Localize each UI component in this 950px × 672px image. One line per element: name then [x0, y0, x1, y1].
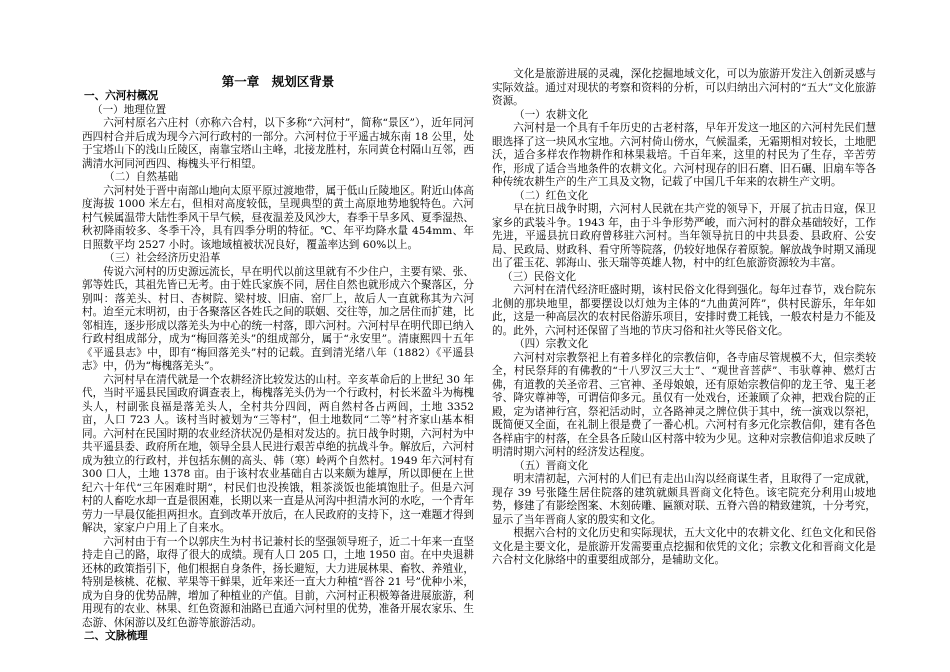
paragraph-farm: 六河村是一个具有千年历史的古老村落，早年开发这一地区的六河村先民们慧眼选择了这一块风水宝地。六河村倚山傍水，气候温柔，无霜期相对较长，土地肥沃，适合多样农作物耕作和林果栽培。千百年来，这里的村民为了生存，辛苦劳作，形成了适合当地条件的农耕文化。六河村现存的旧石磨、旧石碾、旧扇车等各种传统农耕生产的生产工具及文物，记载了中国几千年来的农耕生产文明。: [492, 122, 876, 188]
left-column: [82, 72, 474, 644]
paragraph-location: 六河村原名六庄村（亦称六合村，以下多称“六河村”，简称“景区”），近年同河西四村合并后成为现今六河行政村的一部分。六河村位于平遥古城东南 18 公里，处于宝塔山下的浅山丘陵区，南靠宝塔山主峰，北接龙胜村，东同黄仓村隔山互邻，西满清水河同河西四、梅槐头平行相望。: [82, 117, 474, 170]
chapter-title: 第一章 规划区背景: [221, 74, 335, 89]
subsection-heading-farm: （一）农耕文化: [514, 108, 589, 121]
subsection-heading-folk: （三）民俗文化: [502, 270, 577, 283]
paragraph-red: 早在抗日战争时期，六河村人民就在共产党的领导下，开展了抗击日寇，保卫家乡的武装斗争。1943 年，由于斗争形势严峻，而六河村的群众基础较好，工作先进，平遥县抗日政府曾移驻六河村。当年领导抗日的中共县委、县政府、公安局、民政局、财政科、看守所等院落，仍较好地保存着原貌。解放战争时期又涌现出了霍玉花、郭海山、张天瑞等英雄人物，村中的红色旅游资源较为丰富。: [492, 203, 876, 269]
paragraph-summary: 根据六合村的文化历史和实际现状，五大文化中的农耕文化、红色文化和民俗文化是主要文化，是旅游开发需要重点挖掘和依凭的文化；宗教文化和晋商文化是六合村文化脉络中的重要组成部分，是辅助文化。: [492, 527, 876, 566]
paragraph-history-2: 六河村早在清代就是一个农耕经济比较发达的山村。辛亥革命后的上世纪 30 年代，当时平遥县民国政府调查表上，梅槐落羌头仍为一个行政村，村长米盈斗为梅槐头人，村副张良福是落羌头人，全村共分四闾，两自然村各占两闾，土地 3352 亩，人口 723 人。该村当时被划为“三等村”，但土地数同“二等”村齐家山基本相同。六河村在民国时期的农业经济状况仍是相对发达的。抗日战争时期，六河村为中共平遥县委、政府所在地，领导全县人民进行艰苦卓绝的抗战斗争。解放后，六河村成为独立的行政村，并包括东侧的高头、韩（寒）岭两个自然村。1949 年六河村有 300 口人，土地 1378 亩。由于该村农业基础自古以来颇为雄厚，所以即便在上世纪六十年代“三年困难时期”，村民们也没挨饿，粗茶淡饭也能填饱肚子。但是六河村的人畜吃水却一直是很困难，长期以来一直是从河沟中担清水河的水吃，一个青年劳力一早晨仅能担两担水。直到改革开放后，在人民政府的支持下，这一难题才得到解决，家家户户用上了自来水。: [82, 373, 474, 534]
paragraph-religion: 六河村对宗教祭祀上有着多样化的宗教信仰，各寺庙尽管规模不大，但宗类较全，村民祭拜的有佛教的“十八罗汉三大士”、“观世音菩萨”、韦驮尊神、燃灯古佛，有道教的关圣帝君、三官神、圣母娘娘，还有原始宗教信仰的龙王爷、鬼王老爷、降灾尊神等，可谓信仰多元。虽仅有一处戏台，还兼顾了众神，把戏台院的正殿，定为诸神行宫，祭祀活动时，立各路神灵之牌位供于其中，统一演戏以祭祀，既简便又全面，在礼制上很是费了一番心机。六河村有多元化宗教信仰，建有各色各样庙宇的村落，在全县各丘陵山区村落中较为少见。这种对宗教信仰追求反映了明清时期六河村的经济发达程度。: [492, 351, 876, 458]
subsection-heading-location: （一）地理位置: [92, 103, 167, 116]
subsection-heading-religion: （四）宗教文化: [514, 338, 589, 350]
section-heading-overview: 一、六河村概况: [84, 90, 159, 102]
right-column: [492, 68, 876, 568]
paragraph-jin: 明末清初起，六河村的人们已有走出山沟以经商谋生者，且取得了一定成就，现存 39 号张隆生居住院落的建筑就颇具晋商文化特色。该宅院充分利用山坡地势，修建了有影绘图案、木刻砖雕、匾额对联、五脊六兽的精致建筑，十分考究，显示了当年晋商人家的殷实和文化。: [492, 473, 876, 526]
paragraph-history-1: 传说六河村的历史源远流长，早在明代以前这里就有不少住户，主要有梁、张、郭等姓氏，其祖先皆已无考。由于姓氏家族不同，居住自然也就形成六个聚落区，分别叫：落羌头、村日、杏树院、梁村坡、旧庙、窑厂上，故后人一直就称其为六河村。迨至元末明初，由于各聚落区各姓氏之间的联姻、交往等，加之居住而扩建，比邻相连，逐步形成以落羌头为中心的统一村落，即六河村。六河村早在明代即已纳入行政村组成部分，成为“梅回落羌头”的组成部分，属于“永安里”。清康熙四十五年《平遥县志》中，即有“梅回落羌头”村的记载。直到清光绪八年（1882）《平遥县志》中，仍为“梅槐落羌头”。: [82, 265, 474, 372]
subsection-heading-history: （三）社会经济历史沿革: [104, 252, 221, 264]
paragraph-history-3: 六河村由于有一个以郭庆生为村书记兼村长的坚强领导班子，近二十年来一直坚持走自己的路，取得了很大的成绩。现有人口 205 口，土地 1950 亩。在中央退耕还林的政策指引下，他们根据自身条件，扬长避短，大力进展林果、畜牧、养殖业，特别是核桃、花椒、苹果等干鲜果，近年来还一直大力种植“晋谷 21 号”优种小米，成为自身的优势品牌，增加了种植业的产值。目前，六河村正积极筹备进展旅游，利用现有的农业、林果、红色资源和油路已直通六河村里的优势，准备开展农家乐、生态游、休闲游以及红色游等旅游活动。: [82, 535, 474, 629]
subsection-heading-jin: （五）晋商文化: [514, 459, 589, 472]
paragraph-nature: 六河村处于晋中南部山地向太原平原过渡地带，属于低山丘陵地区。附近山体高度海拔 1000 米左右，但相对高度较低，呈现典型的黄土高原地势地貌特色。六河村气候属温带大陆性季风干旱气候，昼夜温差及风沙大，春季干旱多风、夏季湿热、秋初降雨较多、冬季干冷，具有四季分明的特征。℃、年平均降水量 454mm、年日照数平均 2527 小时。该地域植被状况良好，覆盖率达到 60%以上。: [82, 184, 474, 251]
subsection-heading-red: （二）红色文化: [514, 189, 589, 202]
paragraph-intro: 文化是旅游进展的灵魂，深化挖掘地域文化，可以为旅游开发注入创新灵感与实际效益。通过对现状的考察和资料的分析，可以归纳出六河村的“五大”文化旅游资源。: [492, 68, 876, 107]
section-heading-culture: 二、文脉梳理: [84, 630, 148, 642]
subsection-heading-nature: （二）自然基础: [104, 171, 179, 183]
paragraph-folk: 六河村在清代经济旺盛时期，该村民俗文化得到强化。每年过春节，戏台院东北侧的那块地里，都要摆设以灯烛为主体的“九曲黄河阵”，供村民游乐，年年如此，这是一种高层次的农村民俗游乐项目，安排时费工耗钱，一般农村是力不能及的。此外，六河村还保留了当地的节庆习俗和社火等民俗文化。: [492, 284, 876, 337]
